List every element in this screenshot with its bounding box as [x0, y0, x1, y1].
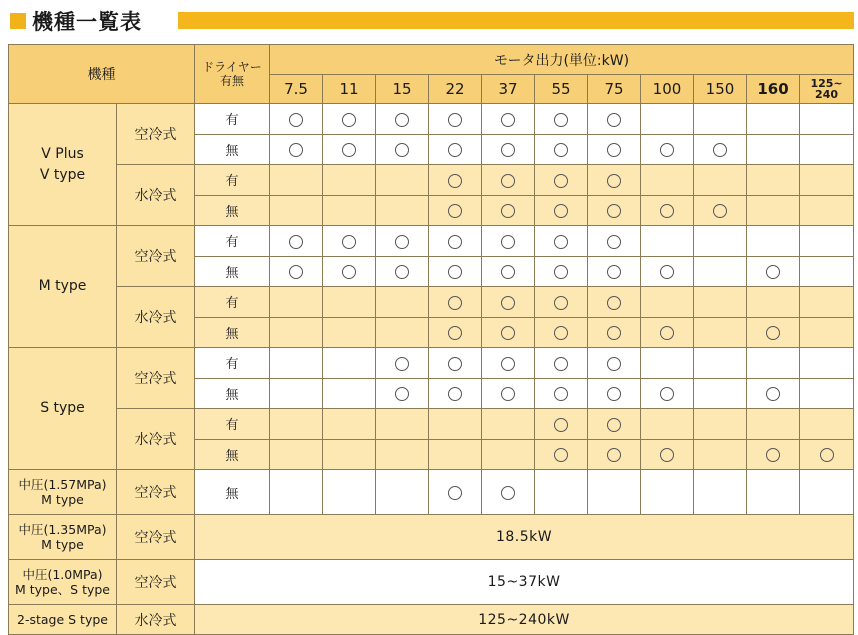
mark-cell [747, 104, 800, 135]
mark-cell [747, 378, 800, 409]
model-name [9, 226, 117, 348]
mark-cell [270, 378, 323, 409]
mark-cell [323, 378, 376, 409]
mark-cell [323, 134, 376, 165]
label-line: 125~ [810, 77, 843, 90]
circle-mark-icon [766, 387, 780, 401]
mark-cell [376, 439, 429, 470]
circle-mark-icon [448, 235, 462, 249]
circle-mark-icon [554, 174, 568, 188]
circle-mark-icon [554, 448, 568, 462]
mark-cell [270, 409, 323, 440]
circle-mark-icon [448, 357, 462, 371]
circle-mark-icon [554, 296, 568, 310]
mark-cell [588, 104, 641, 135]
mark-cell [641, 104, 694, 135]
mark-cell [482, 226, 535, 257]
dryer-value: 無 [195, 195, 270, 226]
mark-cell [429, 104, 482, 135]
kw-header: 75 [588, 75, 641, 104]
mark-cell [694, 378, 747, 409]
label-line: M type、S type [14, 582, 110, 597]
mark-cell [747, 317, 800, 348]
mark-cell [641, 256, 694, 287]
mark-cell [376, 165, 429, 196]
circle-mark-icon [289, 265, 303, 279]
circle-mark-icon [660, 265, 674, 279]
dryer-value: 有 [195, 165, 270, 196]
circle-mark-icon [554, 143, 568, 157]
circle-mark-icon [395, 113, 409, 127]
mark-cell [429, 317, 482, 348]
mark-cell [376, 104, 429, 135]
mark-cell [429, 165, 482, 196]
mark-cell [588, 439, 641, 470]
kw-header-range [800, 75, 854, 104]
mark-cell [323, 165, 376, 196]
mark-cell [429, 134, 482, 165]
kw-header: 22 [429, 75, 482, 104]
circle-mark-icon [607, 357, 621, 371]
mark-cell [535, 348, 588, 379]
mark-cell [270, 195, 323, 226]
mark-cell [376, 287, 429, 318]
circle-mark-icon [448, 143, 462, 157]
dryer-value: 無 [195, 256, 270, 287]
mark-cell [694, 165, 747, 196]
mark-cell [376, 470, 429, 515]
mark-cell [376, 226, 429, 257]
mark-cell [376, 256, 429, 287]
circle-mark-icon [342, 113, 356, 127]
circle-mark-icon [766, 448, 780, 462]
mark-cell [800, 470, 854, 515]
circle-mark-icon [713, 143, 727, 157]
mark-cell [535, 165, 588, 196]
circle-mark-icon [501, 357, 515, 371]
circle-mark-icon [660, 326, 674, 340]
cooling-type: 空冷式 [117, 470, 195, 515]
kw-header: 7.5 [270, 75, 323, 104]
model-name [9, 605, 117, 635]
mark-cell [694, 317, 747, 348]
mark-cell [641, 409, 694, 440]
mark-cell [482, 409, 535, 440]
cooling-type: 空冷式 [117, 104, 195, 165]
circle-mark-icon [289, 235, 303, 249]
model-name [9, 348, 117, 470]
mark-cell [535, 470, 588, 515]
circle-mark-icon [289, 143, 303, 157]
dryer-value: 無 [195, 317, 270, 348]
circle-mark-icon [607, 387, 621, 401]
circle-mark-icon [554, 204, 568, 218]
circle-mark-icon [501, 143, 515, 157]
circle-mark-icon [395, 235, 409, 249]
circle-mark-icon [501, 387, 515, 401]
mark-cell [588, 134, 641, 165]
kw-header: 11 [323, 75, 376, 104]
circle-mark-icon [342, 265, 356, 279]
mark-cell [747, 256, 800, 287]
page-title: 機種一覧表 [32, 10, 142, 34]
mark-cell [482, 439, 535, 470]
mark-cell [535, 409, 588, 440]
mark-cell [482, 134, 535, 165]
circle-mark-icon [554, 235, 568, 249]
mark-cell [270, 134, 323, 165]
mark-cell [641, 378, 694, 409]
kw-header: 150 [694, 75, 747, 104]
label-line: 2-stage S type [17, 612, 108, 627]
circle-mark-icon [554, 418, 568, 432]
mark-cell [535, 226, 588, 257]
mark-cell [641, 287, 694, 318]
circle-mark-icon [607, 174, 621, 188]
dryer-value: 無 [195, 470, 270, 515]
label-line: 中圧(1.35MPa) [18, 522, 107, 537]
label-line: M type [41, 492, 84, 507]
label-line: S type [40, 400, 85, 416]
circle-mark-icon [660, 143, 674, 157]
mark-cell [800, 134, 854, 165]
model-name [9, 560, 117, 605]
mark-cell [535, 287, 588, 318]
mark-cell [535, 317, 588, 348]
mark-cell [482, 317, 535, 348]
mark-cell [641, 439, 694, 470]
circle-mark-icon [289, 113, 303, 127]
circle-mark-icon [607, 113, 621, 127]
circle-mark-icon [660, 204, 674, 218]
mark-cell [376, 134, 429, 165]
label-line: 240 [815, 88, 839, 101]
circle-mark-icon [448, 113, 462, 127]
mark-cell [800, 317, 854, 348]
mark-cell [588, 378, 641, 409]
model-table [8, 44, 854, 635]
mark-cell [270, 256, 323, 287]
mark-cell [694, 226, 747, 257]
circle-mark-icon [395, 387, 409, 401]
circle-mark-icon [554, 326, 568, 340]
mark-cell [588, 256, 641, 287]
circle-mark-icon [607, 296, 621, 310]
label-line: V type [39, 166, 86, 183]
mark-cell [747, 287, 800, 318]
mark-cell [482, 348, 535, 379]
mark-cell [694, 409, 747, 440]
mark-cell [588, 287, 641, 318]
circle-mark-icon [448, 265, 462, 279]
mark-cell [800, 195, 854, 226]
mark-cell [482, 470, 535, 515]
kw-header: 55 [535, 75, 588, 104]
mark-cell [747, 348, 800, 379]
model-header: 機種 [9, 45, 195, 104]
mark-cell [535, 256, 588, 287]
cooling-type: 空冷式 [117, 515, 195, 560]
mark-cell [270, 104, 323, 135]
circle-mark-icon [501, 113, 515, 127]
mark-cell [694, 134, 747, 165]
motor-output-header: モータ出力(単位:kW) [270, 45, 854, 75]
circle-mark-icon [501, 486, 515, 500]
mark-cell [694, 287, 747, 318]
circle-mark-icon [501, 235, 515, 249]
mark-cell [641, 226, 694, 257]
circle-mark-icon [607, 204, 621, 218]
mark-cell [694, 348, 747, 379]
circle-mark-icon [395, 143, 409, 157]
cooling-type: 水冷式 [117, 409, 195, 470]
cooling-type: 空冷式 [117, 560, 195, 605]
title-square-icon [10, 13, 26, 29]
kw-header: 160 [747, 75, 800, 104]
mark-cell [482, 287, 535, 318]
mark-cell [323, 439, 376, 470]
mark-cell [270, 470, 323, 515]
circle-mark-icon [607, 326, 621, 340]
title-rule [178, 12, 854, 29]
mark-cell [323, 470, 376, 515]
model-name [9, 104, 117, 226]
mark-cell [747, 165, 800, 196]
mark-cell [588, 165, 641, 196]
mark-cell [694, 439, 747, 470]
mark-cell [482, 195, 535, 226]
mark-cell [323, 317, 376, 348]
circle-mark-icon [501, 265, 515, 279]
mark-cell [694, 104, 747, 135]
mark-cell [482, 256, 535, 287]
dryer-value: 有 [195, 226, 270, 257]
mark-cell [376, 348, 429, 379]
mark-cell [747, 226, 800, 257]
circle-mark-icon [607, 235, 621, 249]
mark-cell [641, 195, 694, 226]
mark-cell [694, 470, 747, 515]
mark-cell [800, 256, 854, 287]
circle-mark-icon [607, 143, 621, 157]
mark-cell [429, 348, 482, 379]
mark-cell [588, 348, 641, 379]
output-range-value: 18.5kW [195, 515, 854, 560]
mark-cell [641, 470, 694, 515]
mark-cell [694, 256, 747, 287]
mark-cell [482, 104, 535, 135]
cooling-type: 空冷式 [117, 348, 195, 409]
dryer-value: 有 [195, 348, 270, 379]
mark-cell [747, 134, 800, 165]
mark-cell [323, 226, 376, 257]
dryer-value: 無 [195, 439, 270, 470]
mark-cell [429, 195, 482, 226]
circle-mark-icon [820, 448, 834, 462]
dryer-header [195, 45, 270, 104]
output-range-value: 125~240kW [195, 605, 854, 635]
circle-mark-icon [501, 204, 515, 218]
circle-mark-icon [660, 448, 674, 462]
mark-cell [429, 287, 482, 318]
circle-mark-icon [448, 486, 462, 500]
circle-mark-icon [501, 296, 515, 310]
cooling-type: 空冷式 [117, 226, 195, 287]
label-line: 中圧(1.57MPa) [18, 477, 107, 492]
circle-mark-icon [342, 235, 356, 249]
mark-cell [641, 348, 694, 379]
mark-cell [641, 165, 694, 196]
circle-mark-icon [448, 296, 462, 310]
mark-cell [641, 134, 694, 165]
mark-cell [270, 287, 323, 318]
mark-cell [800, 287, 854, 318]
mark-cell [270, 317, 323, 348]
mark-cell [323, 287, 376, 318]
kw-header: 37 [482, 75, 535, 104]
label-line: 中圧(1.0MPa) [22, 567, 103, 582]
label-line: 有無 [219, 74, 244, 88]
circle-mark-icon [395, 265, 409, 279]
mark-cell [800, 165, 854, 196]
mark-cell [376, 409, 429, 440]
circle-mark-icon [342, 143, 356, 157]
mark-cell [376, 195, 429, 226]
circle-mark-icon [448, 326, 462, 340]
mark-cell [323, 256, 376, 287]
mark-cell [429, 226, 482, 257]
cooling-type: 水冷式 [117, 605, 195, 635]
circle-mark-icon [554, 387, 568, 401]
kw-header: 15 [376, 75, 429, 104]
mark-cell [747, 439, 800, 470]
mark-cell [429, 439, 482, 470]
mark-cell [588, 226, 641, 257]
label-line: ドライヤー [202, 60, 262, 74]
mark-cell [800, 409, 854, 440]
kw-header: 100 [641, 75, 694, 104]
mark-cell [588, 409, 641, 440]
circle-mark-icon [501, 174, 515, 188]
mark-cell [535, 439, 588, 470]
dryer-value: 無 [195, 134, 270, 165]
mark-cell [429, 378, 482, 409]
mark-cell [482, 165, 535, 196]
mark-cell [482, 378, 535, 409]
mark-cell [800, 439, 854, 470]
mark-cell [376, 378, 429, 409]
circle-mark-icon [607, 265, 621, 279]
circle-mark-icon [660, 387, 674, 401]
mark-cell [270, 226, 323, 257]
label-line: V Plus [41, 145, 84, 162]
dryer-value: 有 [195, 287, 270, 318]
circle-mark-icon [554, 113, 568, 127]
mark-cell [323, 348, 376, 379]
circle-mark-icon [766, 326, 780, 340]
circle-mark-icon [713, 204, 727, 218]
cooling-type: 水冷式 [117, 165, 195, 226]
mark-cell [429, 256, 482, 287]
circle-mark-icon [501, 326, 515, 340]
mark-cell [429, 470, 482, 515]
mark-cell [429, 409, 482, 440]
circle-mark-icon [554, 357, 568, 371]
mark-cell [270, 165, 323, 196]
mark-cell [641, 317, 694, 348]
circle-mark-icon [448, 387, 462, 401]
mark-cell [588, 195, 641, 226]
mark-cell [747, 409, 800, 440]
mark-cell [535, 195, 588, 226]
circle-mark-icon [766, 265, 780, 279]
mark-cell [535, 134, 588, 165]
mark-cell [800, 348, 854, 379]
dryer-value: 有 [195, 409, 270, 440]
mark-cell [800, 226, 854, 257]
mark-cell [323, 409, 376, 440]
mark-cell [800, 104, 854, 135]
label-line: M type [38, 278, 87, 294]
mark-cell [270, 348, 323, 379]
circle-mark-icon [554, 265, 568, 279]
mark-cell [588, 317, 641, 348]
mark-cell [694, 195, 747, 226]
cooling-type: 水冷式 [117, 287, 195, 348]
dryer-value: 有 [195, 104, 270, 135]
mark-cell [270, 439, 323, 470]
mark-cell [323, 104, 376, 135]
circle-mark-icon [607, 418, 621, 432]
mark-cell [535, 104, 588, 135]
model-name [9, 470, 117, 515]
title-bar [10, 8, 142, 34]
mark-cell [747, 470, 800, 515]
label-line: M type [41, 537, 84, 552]
model-name [9, 515, 117, 560]
output-range-value: 15~37kW [195, 560, 854, 605]
circle-mark-icon [448, 204, 462, 218]
mark-cell [800, 378, 854, 409]
mark-cell [588, 470, 641, 515]
mark-cell [376, 317, 429, 348]
mark-cell [747, 195, 800, 226]
circle-mark-icon [607, 448, 621, 462]
mark-cell [535, 378, 588, 409]
circle-mark-icon [448, 174, 462, 188]
dryer-value: 無 [195, 378, 270, 409]
circle-mark-icon [395, 357, 409, 371]
mark-cell [323, 195, 376, 226]
